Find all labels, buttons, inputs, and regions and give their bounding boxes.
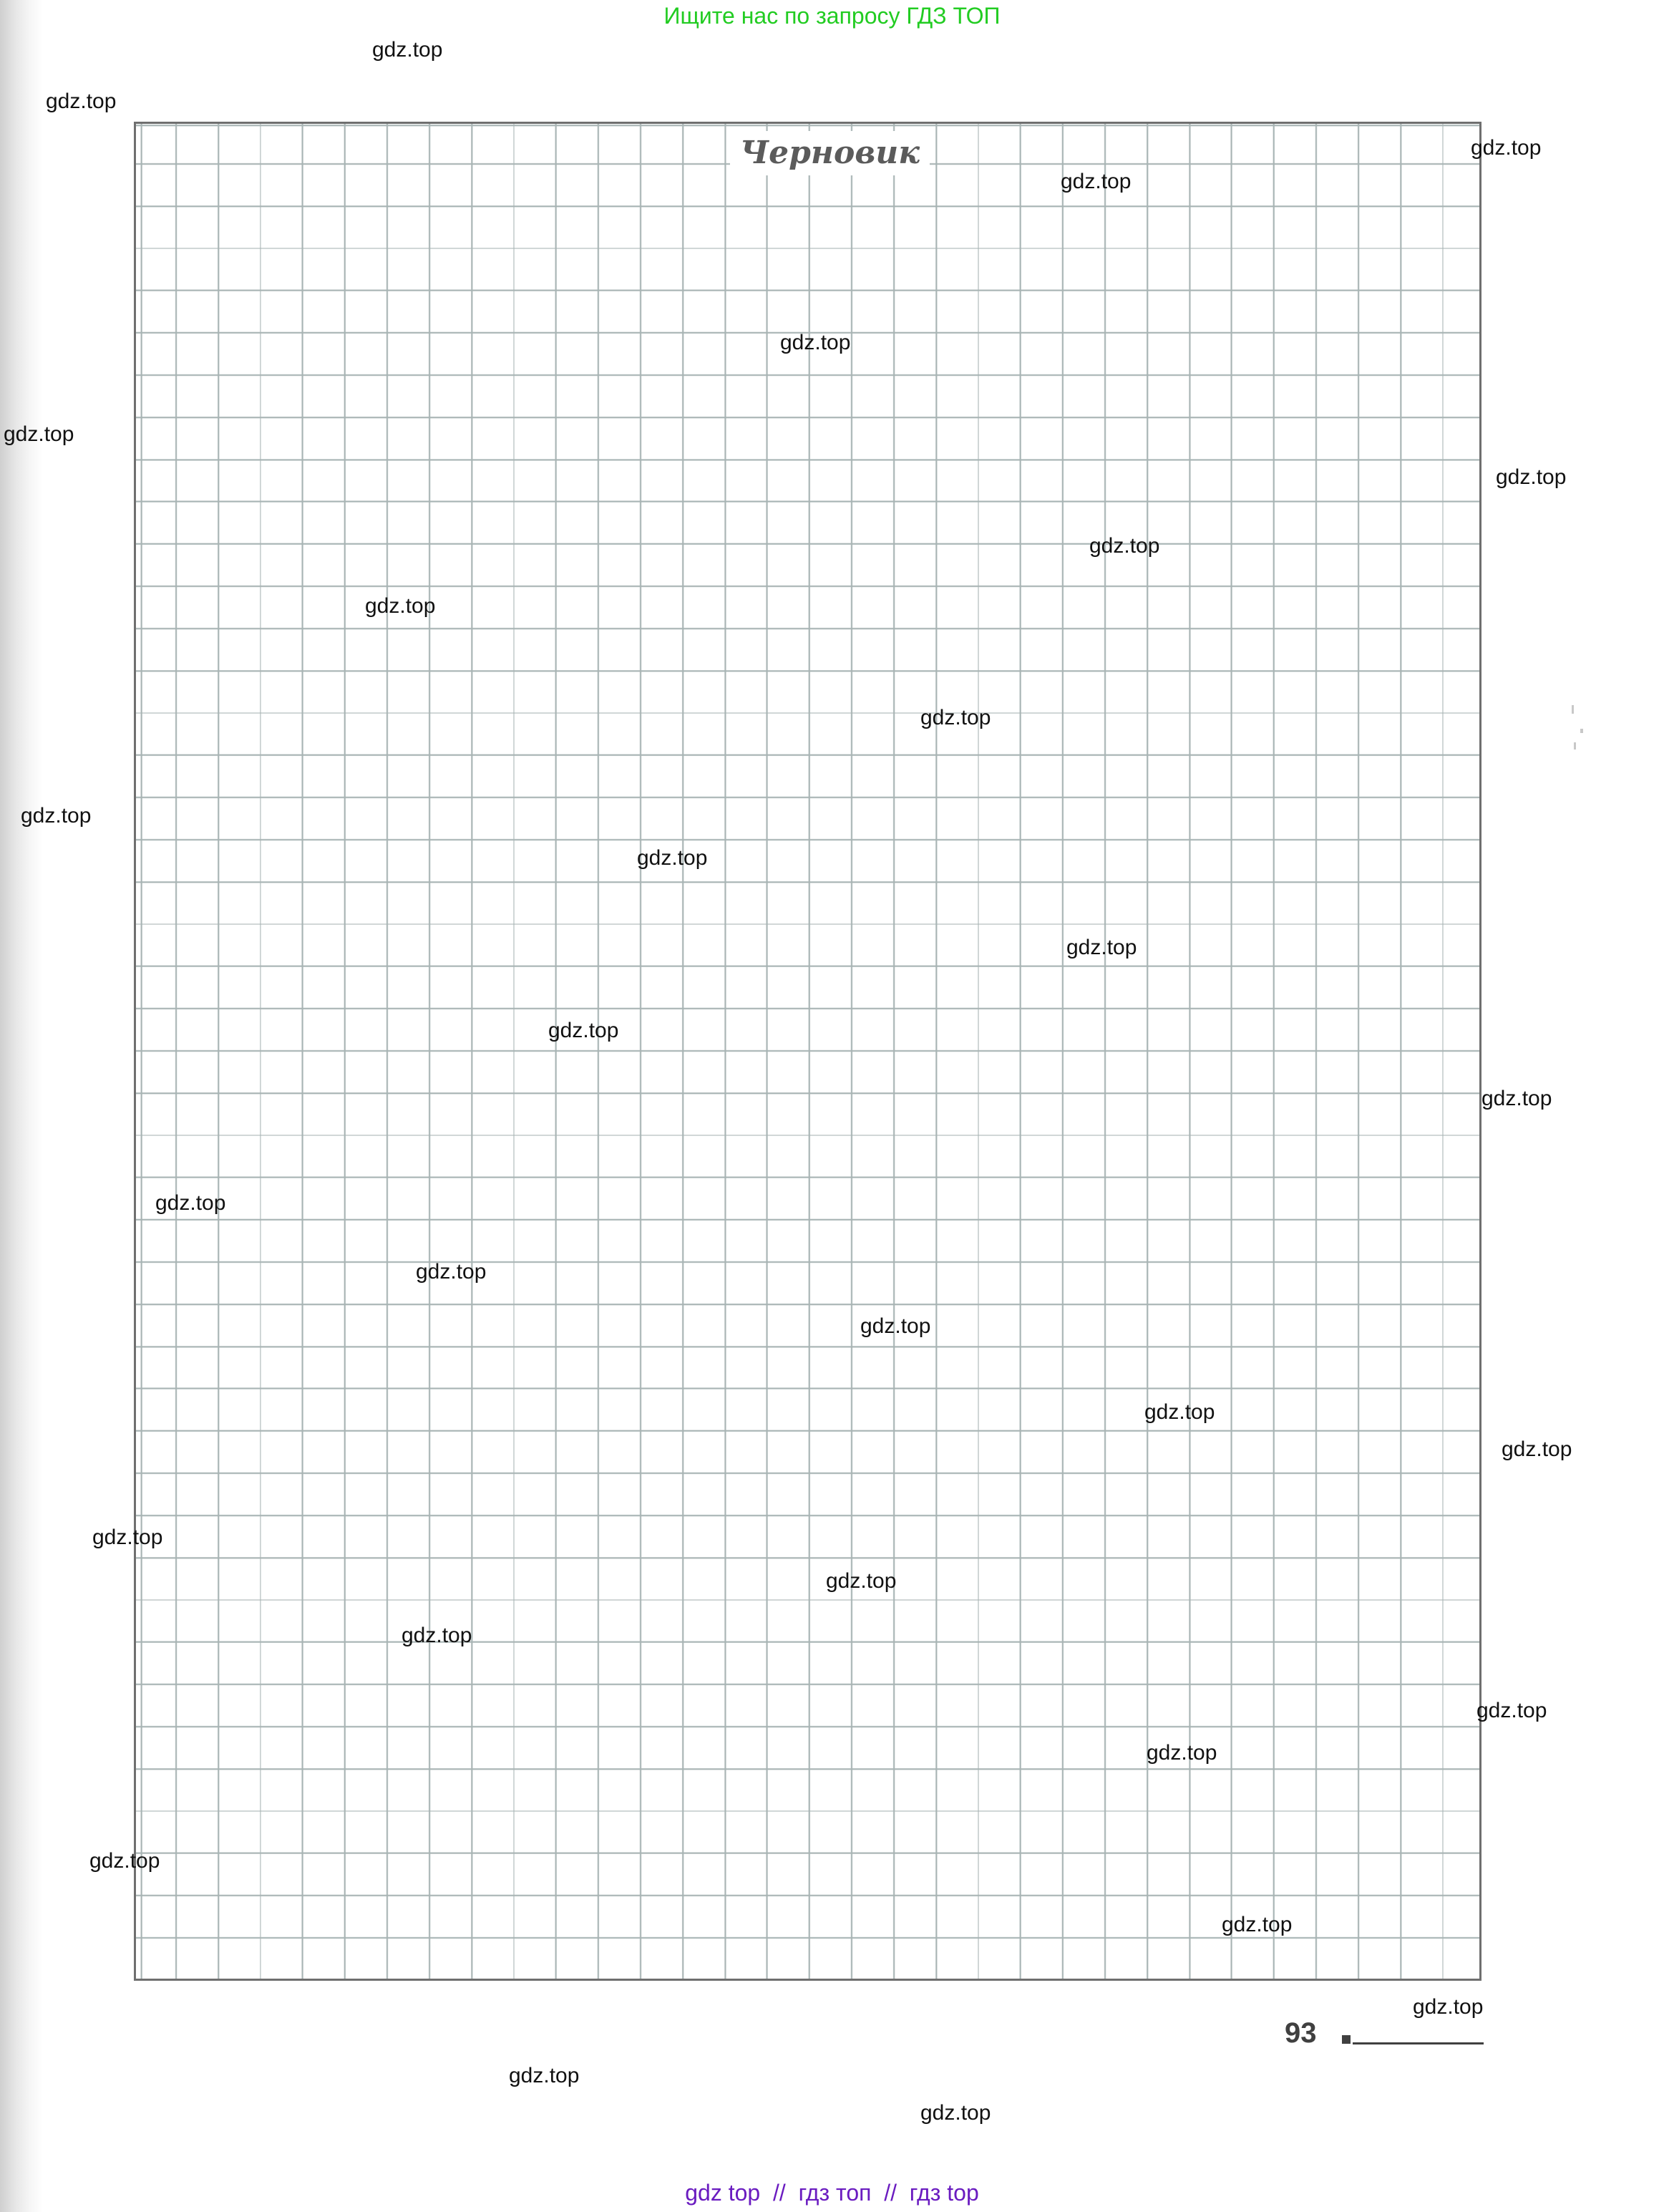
page-number-rule xyxy=(1353,2042,1484,2044)
watermark: gdz.top xyxy=(1502,1437,1572,1461)
scan-speck xyxy=(1572,705,1574,714)
page-spine-shadow xyxy=(0,0,43,2212)
watermark: gdz.top xyxy=(416,1260,487,1284)
watermark: gdz.top xyxy=(155,1191,226,1215)
watermark: gdz.top xyxy=(372,38,443,62)
watermark: gdz.top xyxy=(1089,534,1160,558)
watermark: gdz.top xyxy=(1144,1400,1215,1424)
watermark: gdz.top xyxy=(1147,1741,1217,1765)
watermark: gdz.top xyxy=(1413,1995,1484,2019)
watermark: gdz.top xyxy=(780,331,851,354)
watermark: gdz.top xyxy=(1061,170,1132,193)
scan-speck xyxy=(1574,742,1576,750)
watermark: gdz.top xyxy=(402,1624,472,1647)
watermark: gdz.top xyxy=(920,706,991,729)
watermark: gdz.top xyxy=(860,1314,931,1338)
watermark: gdz.top xyxy=(920,2101,991,2125)
watermark: gdz.top xyxy=(21,804,92,828)
watermark: gdz.top xyxy=(1222,1913,1293,1936)
watermark: gdz.top xyxy=(548,1019,619,1042)
watermark: gdz.top xyxy=(1481,1087,1552,1110)
watermark: gdz.top xyxy=(92,1525,163,1549)
page-number: 93 xyxy=(1285,2017,1317,2049)
watermark: gdz.top xyxy=(365,594,436,618)
top-banner[interactable]: Ищите нас по запросу ГДЗ ТОП xyxy=(663,3,1001,29)
watermark: gdz.top xyxy=(1476,1699,1547,1722)
watermark: gdz.top xyxy=(46,89,117,113)
watermark: gdz.top xyxy=(89,1849,160,1873)
watermark: gdz.top xyxy=(1471,136,1542,160)
watermark: gdz.top xyxy=(4,422,74,446)
watermark: gdz.top xyxy=(826,1569,897,1593)
grid-title: Черновик xyxy=(730,131,930,175)
watermark: gdz.top xyxy=(509,2064,580,2087)
watermark: gdz.top xyxy=(637,846,708,870)
watermark: gdz.top xyxy=(1066,936,1137,959)
watermark: gdz.top xyxy=(1496,465,1567,489)
page-number-bullet xyxy=(1342,2035,1351,2044)
draft-grid xyxy=(134,122,1481,1981)
scan-speck xyxy=(1580,729,1583,733)
footer-links[interactable]: gdz top // гдз топ // гдз top xyxy=(685,2180,979,2206)
